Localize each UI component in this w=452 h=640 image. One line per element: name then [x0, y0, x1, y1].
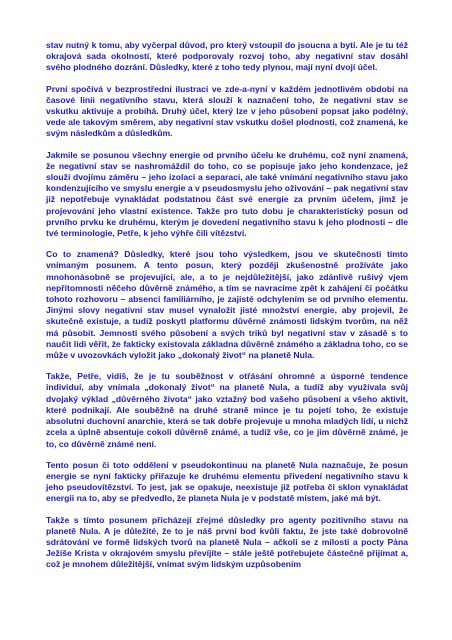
- paragraph-2: První spočívá v bezprostřední ilustraci ve zde-a-nyní v každém jednotlivém období na časové linii negativního stavu, která slouží k naznačení toho, že negativní stav se vskutku aktivuje a probíhá. Druhý účel, který lze v jeho působení popsat jako podélný, vede ale takovým směrem, aby negativní stav vskutku došel plodnosti, což znamená, ke svým následkům a důsledkům.: [46, 83, 408, 139]
- paragraph-7: Takže s tímto posunem přicházejí zřejmé důsledky pro agenty pozitivního stavu na planetě Nula. A je důležité, že to je náš první bod kvůli faktu, že jste také dobrovolně sdrátování ve formě lidských tvorů na planetě Nula – ačkoli se z milosti a pocty Pána Ježíše Krista v okrajovém smyslu převíjíte – stále ještě potřebujete částečně přijímat a, což je mnohem důležitější, vnímat svým lidským uzpůsobením: [46, 514, 408, 570]
- paragraph-4: Co to znamená? Důsledky, které jsou toho výsledkem, jsou ve skutečnosti tímto vnímaným posunem. A tento posun, který později zkušenostně prožíváte jako mnohonásobně se projevující, ale, a to je nejdůležitější, jako zdánlivě rušivý vjem nepřítomnosti něčeho důvěrně známého, a tím se navracíme zpět k zahájení či počátku tohoto rozhovoru – absenci familiárního, je zajisté odchylením se od prvního elementu. Jinými slovy negativní stav musel vynaložit jisté množství energie, aby projevil, že skutečně existuje, a tudíž poskytl platformu důvěrné známosti lidským tvorům, na něž má působit. Jemnosti svého působení a svých triků byl negativní stav v zásadě s to naučit lidi věřit, že fakticky existovala základna důvěrně známého a základna toho, co se může v uvozovkách vyložit jako „dokonalý život“ na planetě Nula.: [46, 249, 408, 361]
- paragraph-5: Takže, Petře, vidíš, že je tu souběžnost v otřásání ohromné a úsporné tendence individuí, aby vnímala „dokonalý život“ na planetě Nula, a tudíž aby využívala svůj dvojaký výklad „důvěrného života“ jako vztažný bod vašeho působení a všeho aktivit, které podnikají. Ale souběžně na druhé straně mince je tu pojetí toho, že existuje absolutní duchovní anarchie, která se tak dobře projevuje u mnoha mladých lidí, u nichž zcela a úplně absentuje cokoli důvěrně známé, a tudíž vše, co je jim důvěrně známé, je to, co důvěrně známé není.: [46, 371, 408, 449]
- paragraph-3: Jakmile se posunou všechny energie od prvního účelu ke druhému, což nyní znamená, že negativní stav se nashromáždil do toho, co se popisuje jako jeho kondenzace, jež slouží dvojímu záměru – jeho izolaci a separaci, ale také vnímání negativního stavu jako kondenzujícího ve smyslu energie a v pseudosmyslu jeho oživování – pak negativní stav již nepotřebuje vynakládat podstatnou část své energie za prvním účelem, jímž je projevování jeho vlastní existence. Takže pro tuto dobu je charakteristický posun od prvního prvku ke druhému, kterým je dovedení negativního stavu k jeho plodnosti – dle tvé terminologie, Petře, k jeho výhře čili vítězství.: [46, 149, 409, 239]
- paragraph-1: stav nutný k tomu, aby vyčerpal důvod, pro který vstoupil do jsoucna a bytí. Ale je tu též okrajová sada okolností, které podporovaly rozvoj toho, aby negativní stav dosáhl svého plodného dozrání. Důsledky, které z toho tedy plynou, mají nyní dvojí účel.: [46, 40, 408, 73]
- paragraph-6: Tento posun či toto oddělení v pseudokontinuu na planetě Nula naznačuje, že posun energie se nyní fakticky přiřazuje ke druhému elementu přivedení negativního stavu k jeho pseudovítězství. To jest, jak se opakuje, neexistuje již potřeba či sklon vynakládat energii na to, aby se předvedlo, že planeta Nula je v podstatě místem, jaké má být.: [46, 459, 408, 504]
